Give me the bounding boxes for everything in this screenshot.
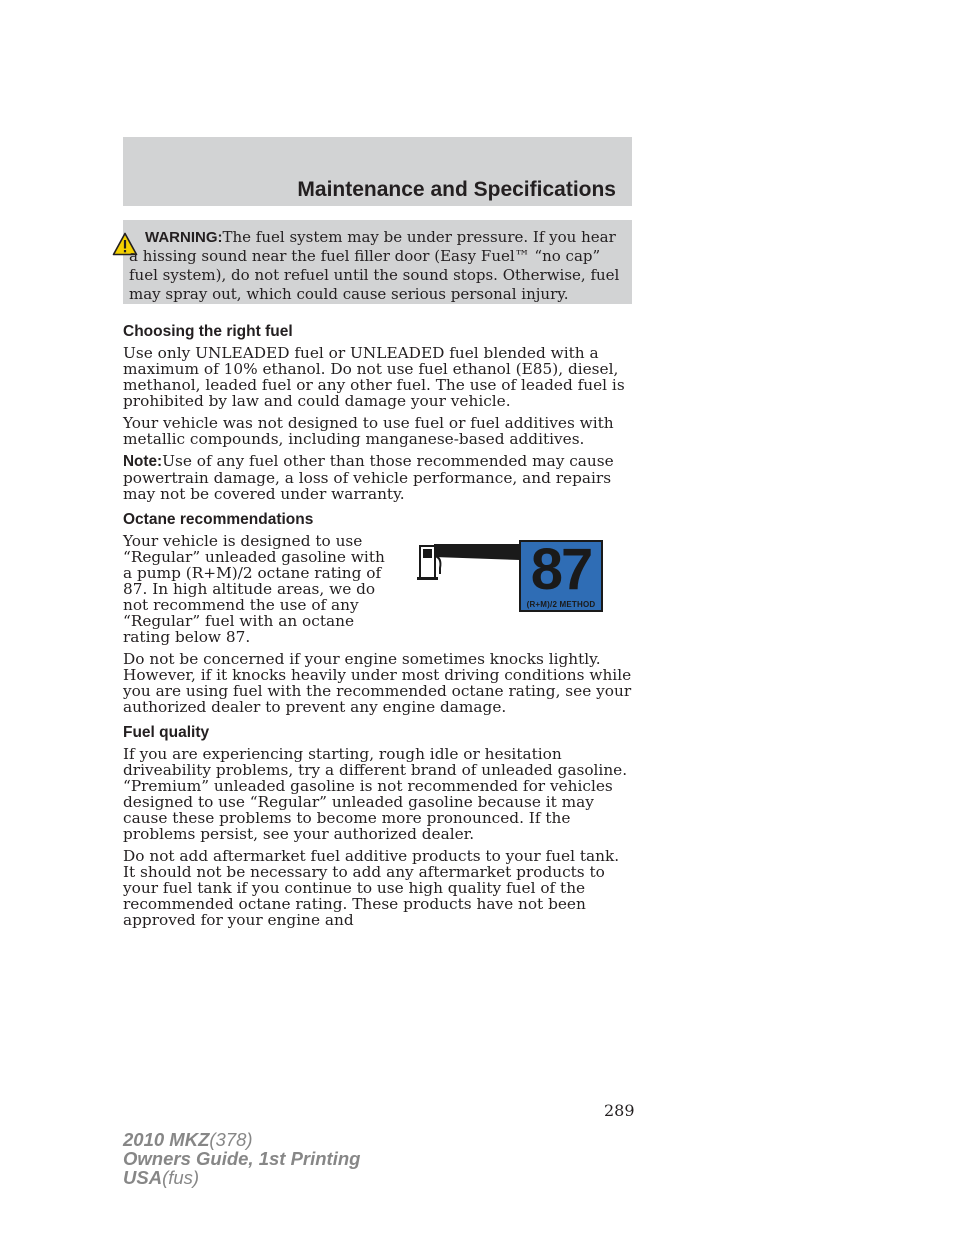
footer-line-1: [123, 1130, 360, 1149]
section-title: Maintenance and Specifications: [297, 178, 616, 201]
footer-code: (378): [209, 1129, 253, 1150]
page-number: 289: [604, 1101, 635, 1120]
octane-method: (R+M)/2 METHOD: [526, 600, 596, 609]
paragraph: Your vehicle is designed to use “Regular” unleaded gasoline with a pump (R+M)/2 octane rating of 87. In high altitude areas, we do not recommend the use of any “Regular” fuel with an octane rating below 87.: [123, 532, 385, 646]
footer-region: USA: [123, 1167, 163, 1188]
footer-region-code: (fus): [162, 1167, 200, 1188]
footer-line-2: [123, 1149, 360, 1168]
octane-label-figure: [412, 534, 604, 612]
warning-text: [129, 228, 625, 304]
warning-body: The fuel system may be under pressure. If you hear a hissing sound near the fuel filler door (Easy Fuel™ “no cap” fuel system), do not refuel until the sound stops. Otherwise, fuel may spray out, which could cause serious personal injury.: [129, 228, 620, 303]
heading-octane: Octane recommendations: [123, 511, 314, 528]
paragraph: If you are experiencing starting, rough idle or hesitation driveability problems, try a different brand of unleaded gasoline. “Premium” unleaded gasoline is not recommended for vehicles designed to use “Regular” unleaded gasoline because it may cause these problems to become more pronounced. If the problems persist, see your authorized dealer.: [123, 745, 628, 843]
octane-number: 87: [530, 537, 592, 602]
note-paragraph: [123, 453, 634, 502]
section-header: [123, 137, 632, 206]
paragraph: Use only UNLEADED fuel or UNLEADED fuel blended with a maximum of 10% ethanol. Do not use fuel ethanol (E85), diesel, methanol, leaded fuel or any other fuel. The use of leaded fuel is prohibited by law and could damage your vehicle.: [123, 344, 625, 410]
note-lead: Note:: [123, 453, 163, 470]
note-body: Use of any fuel other than those recommended may cause powertrain damage, a loss of vehicle performance, and repairs may not be covered under warranty.: [123, 452, 614, 503]
footer-printing: Owners Guide, 1st Printing: [123, 1148, 361, 1169]
octane-rating-label: [519, 537, 603, 612]
warning-lead: WARNING:: [145, 229, 223, 246]
footer-line-3: [123, 1168, 360, 1187]
print-footer: [123, 1130, 360, 1187]
heading-choosing-fuel: Choosing the right fuel: [123, 323, 293, 340]
heading-fuel-quality: Fuel quality: [123, 724, 210, 741]
page-content: [123, 322, 634, 934]
paragraph: Do not add aftermarket fuel additive products to your fuel tank. It should not be necessary to add any aftermarket products to your fuel tank if you continue to use high quality fuel of the recommended octane rating. These products have not been approved for your engine and: [123, 847, 620, 929]
footer-model: 2010 MKZ: [123, 1129, 210, 1150]
paragraph: Do not be concerned if your engine sometimes knocks lightly. However, if it knocks heavily under most driving conditions while you are using fuel with the recommended octane rating, see your authorized dealer to prevent any engine damage.: [123, 650, 632, 716]
paragraph: Your vehicle was not designed to use fuel or fuel additives with metallic compounds, including manganese-based additives.: [123, 414, 614, 448]
